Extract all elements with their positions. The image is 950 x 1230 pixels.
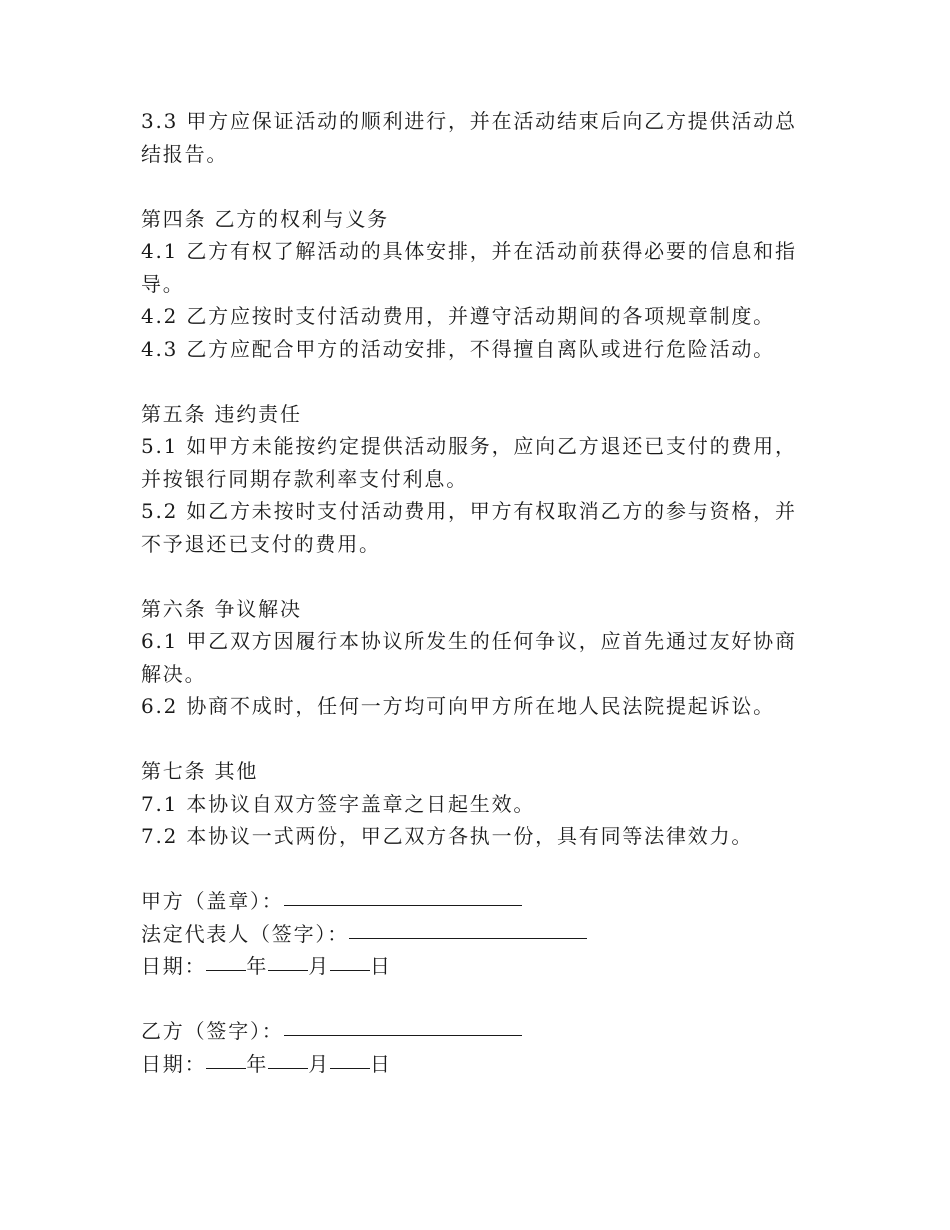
party-b-month-label: 月 bbox=[308, 1051, 331, 1076]
article-6-heading: 第六条 争议解决 bbox=[141, 596, 302, 621]
clause-7-2: 7.2 本协议一式两份，甲乙双方各执一份，具有同等法律效力。 bbox=[141, 824, 754, 848]
party-a-seal-blank[interactable] bbox=[284, 883, 522, 906]
clause-5-2: 5.2 如乙方未按时支付活动费用，甲方有权取消乙方的参与资格，并不予退还已支付的费用。 bbox=[141, 499, 797, 556]
party-a-signature-block bbox=[141, 885, 801, 983]
party-b-year-label: 年 bbox=[246, 1051, 269, 1076]
article-7-heading: 第七条 其他 bbox=[141, 759, 259, 783]
party-b-day-blank[interactable] bbox=[330, 1046, 370, 1069]
party-b-date-label: 日期： bbox=[141, 1051, 207, 1076]
legal-rep-line bbox=[141, 918, 801, 951]
clause-4-2: 4.2 乙方应按时支付活动费用，并遵守活动期间的各项规章制度。 bbox=[141, 304, 775, 328]
legal-rep-label: 法定代表人（签字）： bbox=[141, 921, 349, 946]
party-a-year-label: 年 bbox=[246, 954, 269, 978]
party-a-day-label: 日 bbox=[370, 954, 392, 978]
article-4-heading: 第四条 乙方的权利与义务 bbox=[141, 206, 389, 231]
legal-rep-signature-blank[interactable] bbox=[349, 916, 587, 939]
article-5 bbox=[141, 398, 801, 561]
party-a-seal-line bbox=[141, 885, 801, 918]
clause-4-3: 4.3 乙方应配合甲方的活动安排，不得擅自离队或进行危险活动。 bbox=[141, 336, 775, 361]
article-7 bbox=[141, 755, 801, 853]
party-a-label: 甲方（盖章）： bbox=[141, 889, 284, 913]
party-a-year-blank[interactable] bbox=[206, 948, 246, 971]
party-b-day-label: 日 bbox=[370, 1051, 392, 1076]
clause-6-1: 6.1 甲乙双方因履行本协议所发生的任何争议，应首先通过友好协商解决。 bbox=[141, 629, 797, 686]
clause-4-1: 4.1 乙方有权了解活动的具体安排，并在活动前获得必要的信息和指导。 bbox=[141, 239, 797, 296]
clause-7-1: 7.1 本协议自双方签字盖章之日起生效。 bbox=[141, 791, 536, 816]
party-a-date-label: 日期： bbox=[141, 954, 207, 978]
party-a-month-label: 月 bbox=[308, 954, 331, 978]
clause-3-continued bbox=[141, 105, 801, 170]
article-5-heading: 第五条 违约责任 bbox=[141, 401, 302, 426]
clause-3-3: 3.3 甲方应保证活动的顺利进行，并在活动结束后向乙方提供活动总结报告。 bbox=[141, 109, 797, 166]
clause-6-2: 6.2 协商不成时，任何一方均可向甲方所在地人民法院提起诉讼。 bbox=[141, 694, 775, 718]
party-b-month-blank[interactable] bbox=[268, 1046, 308, 1069]
party-b-year-blank[interactable] bbox=[206, 1046, 246, 1069]
party-b-label: 乙方（签字）： bbox=[141, 1019, 284, 1043]
article-6 bbox=[141, 593, 801, 723]
agreement-body bbox=[141, 105, 801, 1080]
party-b-date-line bbox=[141, 1048, 801, 1081]
party-a-day-blank[interactable] bbox=[330, 948, 370, 971]
article-4 bbox=[141, 203, 801, 366]
party-b-sign-line bbox=[141, 1015, 801, 1048]
party-b-signature-block bbox=[141, 1015, 801, 1080]
party-a-month-blank[interactable] bbox=[268, 948, 308, 971]
party-b-signature-blank[interactable] bbox=[284, 1013, 522, 1036]
clause-5-1: 5.1 如甲方未能按约定提供活动服务，应向乙方退还已支付的费用，并按银行同期存款利率支付利息。 bbox=[141, 434, 797, 491]
party-a-date-line bbox=[141, 950, 801, 983]
